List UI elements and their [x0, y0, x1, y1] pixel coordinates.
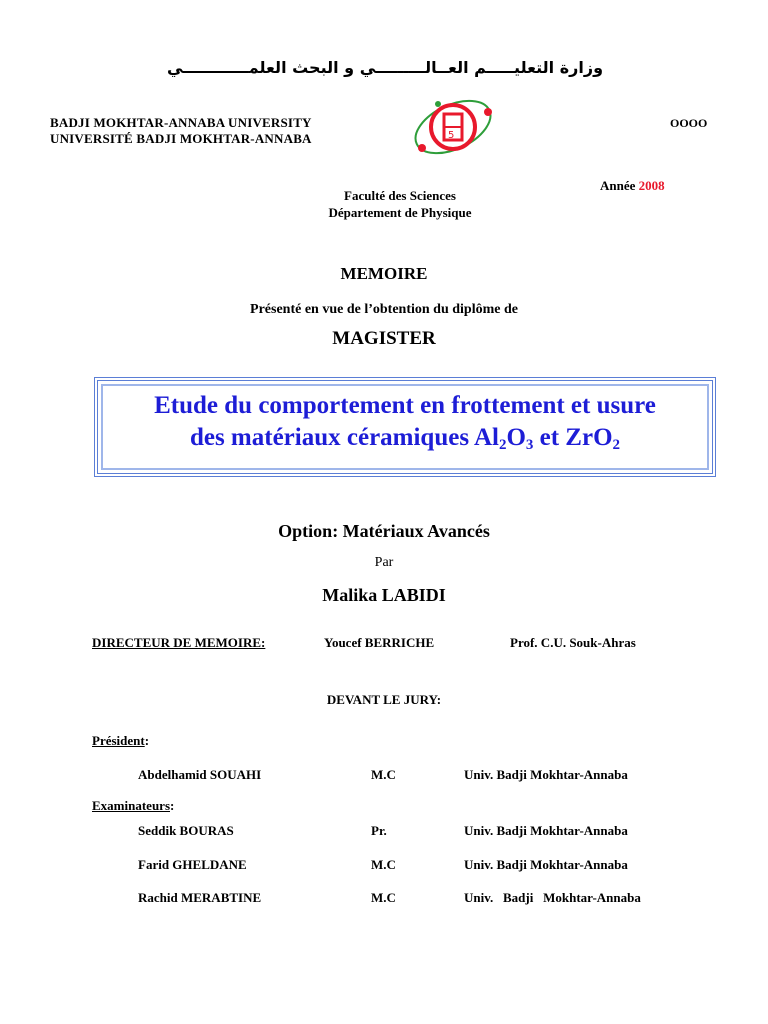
author-name: Malika LABIDI	[322, 585, 446, 605]
option-line: Option: Matériaux Avancés	[278, 521, 490, 541]
document-code: OOOO	[670, 116, 708, 130]
thesis-title-line1: Etude du comportement en frottement et usure	[154, 392, 656, 419]
examiner-affiliation: Univ. Badji Mokhtar-Annaba	[464, 823, 628, 838]
oxygen-text: O	[506, 424, 526, 451]
year-value: 2008	[638, 178, 665, 193]
examiner-name: Seddik BOURAS	[138, 823, 234, 838]
examiners-heading	[92, 798, 174, 814]
ministry-arabic-heading: وزارة التعليـــــم العــالـــــــــي و البحث العلمــــــــــــي	[166, 58, 604, 77]
president-heading	[92, 733, 149, 749]
examiners-label: Examinateurs	[92, 798, 170, 813]
title-line2-prefix: des matériaux céramiques Al	[189, 424, 499, 451]
university-logo-icon	[408, 92, 498, 162]
presented-line: Présenté en vue de l’obtention du diplôme de	[250, 302, 518, 317]
zr-text: et ZrO	[533, 424, 613, 451]
president-colon: :	[144, 733, 150, 748]
university-name-en: BADJI MOKHTAR-ANNABA UNIVERSITY	[50, 115, 312, 130]
director-affiliation: Prof. C.U. Souk-Ahras	[510, 635, 636, 650]
jury-heading: DEVANT LE JURY:	[326, 692, 442, 707]
examiner-affiliation: Univ. Badji Mokhtar-Annaba	[464, 857, 628, 872]
svg-text:5: 5	[448, 130, 455, 141]
examiner-grade: M.C	[371, 890, 396, 905]
president-label: Président	[92, 733, 145, 748]
director-name: Youcef BERRICHE	[324, 635, 435, 650]
director-label: DIRECTEUR DE MEMOIRE:	[92, 635, 266, 650]
document-type: MEMOIRE	[340, 264, 428, 283]
examiner-grade: Pr.	[371, 823, 387, 838]
o-subscript: 3	[525, 437, 534, 453]
examiner-affiliation: Univ. Badji Mokhtar-Annaba	[464, 890, 641, 905]
par-label: Par	[374, 555, 394, 570]
zr-subscript: 2	[612, 437, 621, 453]
degree-name: MAGISTER	[332, 328, 436, 349]
al-subscript: 2	[498, 437, 507, 453]
year-label: Année	[600, 178, 636, 193]
examiners-colon: :	[170, 798, 175, 813]
examiner-grade: M.C	[371, 857, 396, 872]
faculty-name: Faculté des Sciences	[344, 188, 456, 203]
president-grade: M.C	[371, 767, 396, 782]
thesis-title	[94, 390, 716, 461]
examiner-name: Farid GHELDANE	[138, 857, 247, 872]
department-name: Département de Physique	[328, 205, 472, 220]
president-affiliation: Univ. Badji Mokhtar-Annaba	[464, 767, 628, 782]
examiner-name: Rachid MERABTINE	[138, 890, 262, 905]
thesis-title-line2	[94, 422, 716, 461]
president-name: Abdelhamid SOUAHI	[138, 767, 262, 782]
university-name-fr: UNIVERSITÉ BADJI MOKHTAR-ANNABA	[50, 131, 312, 146]
